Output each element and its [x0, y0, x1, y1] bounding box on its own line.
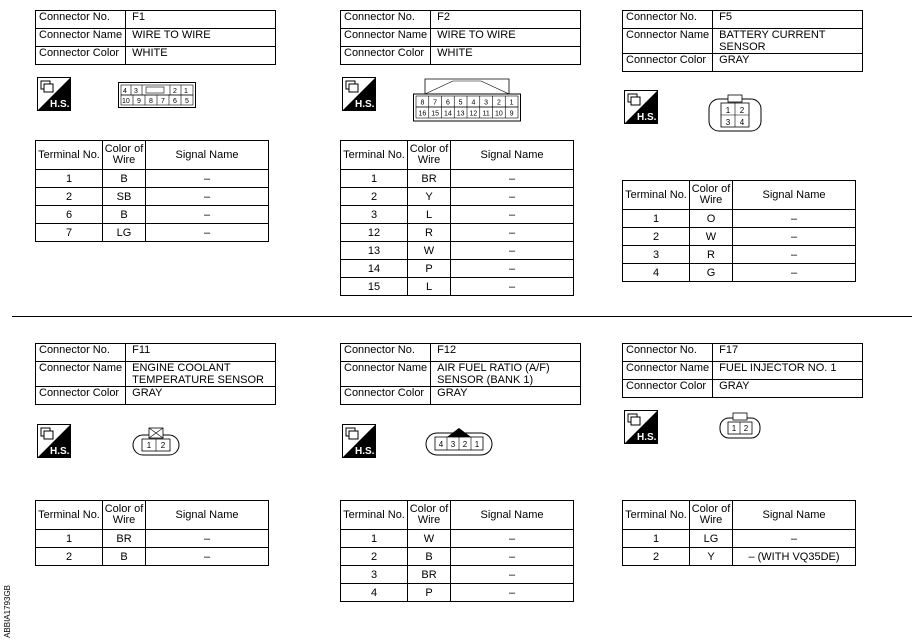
connector-info-f17	[622, 343, 863, 398]
svg-text:1: 1	[474, 440, 480, 449]
svg-text:10: 10	[495, 110, 503, 118]
svg-text:9: 9	[509, 110, 514, 118]
svg-text:16: 16	[418, 110, 427, 118]
connector-face-f2	[413, 76, 521, 122]
connector-info-f1	[35, 10, 276, 65]
connector-color-label: Connector Color	[623, 380, 713, 398]
connector-color-value: WHITE	[431, 47, 581, 65]
table-row: 12 R –	[341, 224, 574, 242]
connector-no-value: F12	[431, 344, 581, 362]
table-row: 7 LG –	[36, 224, 269, 242]
svg-text:9: 9	[137, 98, 141, 105]
svg-text:H.S.: H.S.	[637, 112, 657, 123]
svg-text:4: 4	[438, 440, 444, 449]
svg-text:15: 15	[431, 110, 439, 118]
terminal-no-header: Terminal No.	[36, 141, 103, 170]
connector-name-label: Connector Name	[36, 29, 126, 47]
table-row: 2 B –	[36, 548, 269, 566]
connector-name-label: Connector Name	[623, 362, 713, 380]
svg-text:1: 1	[509, 99, 514, 107]
connector-color-value: WHITE	[126, 47, 276, 65]
wire-color-header: Color of Wire	[690, 181, 733, 210]
terminal-no-header: Terminal No.	[36, 501, 103, 530]
svg-text:14: 14	[444, 110, 452, 118]
table-row: 15 L –	[341, 278, 574, 296]
terminal-table-f11	[35, 500, 269, 566]
svg-text:H.S.: H.S.	[355, 99, 375, 110]
svg-text:6: 6	[445, 99, 450, 107]
connector-face-f17	[719, 412, 761, 440]
svg-text:7: 7	[161, 98, 165, 105]
svg-text:2: 2	[462, 440, 468, 449]
svg-text:4: 4	[471, 99, 476, 107]
terminal-no-header: Terminal No.	[623, 501, 690, 530]
connector-no-value: F17	[713, 344, 863, 362]
table-row: 1 BR –	[36, 530, 269, 548]
connector-color-value: GRAY	[431, 387, 581, 405]
wire-color-header: Color of Wire	[408, 501, 451, 530]
terminal-no-header: Terminal No.	[623, 181, 690, 210]
table-row: 4 P –	[341, 584, 574, 602]
connector-info-f5	[622, 10, 863, 72]
connector-face-f1	[118, 82, 196, 108]
wire-color-header: Color of Wire	[103, 141, 146, 170]
connector-no-value: F2	[431, 11, 581, 29]
table-row: 6 B –	[36, 206, 269, 224]
table-row: 2 W –	[623, 228, 856, 246]
wire-color-header: Color of Wire	[103, 501, 146, 530]
harness-side-icon	[342, 77, 376, 111]
connector-no-value: F11	[126, 344, 276, 362]
table-row: 3 R –	[623, 246, 856, 264]
connector-info-f11	[35, 343, 276, 405]
signal-name-header: Signal Name	[733, 181, 856, 210]
svg-text:H.S.: H.S.	[50, 99, 70, 110]
svg-text:8: 8	[149, 98, 153, 105]
svg-text:2: 2	[160, 441, 166, 450]
svg-text:H.S.: H.S.	[355, 446, 375, 457]
connector-color-label: Connector Color	[36, 387, 126, 405]
terminal-table-f12	[340, 500, 574, 602]
connector-color-value: GRAY	[713, 380, 863, 398]
signal-name-header: Signal Name	[146, 501, 269, 530]
connector-name-value: BATTERY CURRENT SENSOR	[713, 29, 863, 54]
wire-color-header: Color of Wire	[408, 141, 451, 170]
svg-text:4: 4	[739, 118, 745, 127]
svg-text:3: 3	[450, 440, 456, 449]
connector-name-value: FUEL INJECTOR NO. 1	[713, 362, 863, 380]
svg-text:1: 1	[184, 88, 188, 95]
signal-name-header: Signal Name	[146, 141, 269, 170]
connector-name-value: WIRE TO WIRE	[126, 29, 276, 47]
connector-no-label: Connector No.	[341, 344, 431, 362]
connector-name-label: Connector Name	[341, 362, 431, 387]
svg-text:2: 2	[743, 424, 749, 433]
table-row: 1 W –	[341, 530, 574, 548]
svg-text:6: 6	[173, 98, 177, 105]
harness-side-icon	[624, 90, 658, 124]
svg-text:3: 3	[134, 88, 138, 95]
table-row: 1 B –	[36, 170, 269, 188]
connector-color-label: Connector Color	[341, 47, 431, 65]
connector-no-label: Connector No.	[623, 344, 713, 362]
svg-text:3: 3	[484, 99, 489, 107]
connector-no-label: Connector No.	[36, 344, 126, 362]
table-row: 2 Y – (WITH VQ35DE)	[623, 548, 856, 566]
svg-text:5: 5	[458, 99, 463, 107]
table-row: 3 L –	[341, 206, 574, 224]
table-row: 2 SB –	[36, 188, 269, 206]
connector-info-f2	[340, 10, 581, 65]
connector-name-label: Connector Name	[341, 29, 431, 47]
table-row: 1 BR –	[341, 170, 574, 188]
svg-text:13: 13	[456, 110, 465, 118]
table-row: 4 G –	[623, 264, 856, 282]
figure-code: ABBIA1793GB	[3, 585, 12, 638]
terminal-table-f1	[35, 140, 269, 242]
svg-text:2: 2	[173, 88, 177, 95]
table-row: 14 P –	[341, 260, 574, 278]
svg-text:1: 1	[725, 106, 731, 115]
connector-name-value: WIRE TO WIRE	[431, 29, 581, 47]
harness-side-icon	[342, 424, 376, 458]
svg-text:8: 8	[420, 99, 425, 107]
svg-text:12: 12	[469, 110, 478, 118]
connector-face-f12	[425, 425, 493, 457]
harness-side-icon	[37, 77, 71, 111]
connector-face-f11	[132, 427, 180, 457]
svg-text:2: 2	[496, 99, 501, 107]
table-row: 1 LG –	[623, 530, 856, 548]
table-row: 1 O –	[623, 210, 856, 228]
connector-name-label: Connector Name	[36, 362, 126, 387]
connector-info-f12	[340, 343, 581, 405]
table-row: 2 Y –	[341, 188, 574, 206]
connector-color-label: Connector Color	[623, 54, 713, 72]
connector-color-label: Connector Color	[341, 387, 431, 405]
terminal-table-f5	[622, 180, 856, 282]
terminal-table-f17	[622, 500, 856, 566]
connector-no-label: Connector No.	[623, 11, 713, 29]
svg-text:5: 5	[185, 98, 189, 105]
connector-color-value: GRAY	[713, 54, 863, 72]
connector-color-value: GRAY	[126, 387, 276, 405]
terminal-no-header: Terminal No.	[341, 501, 408, 530]
terminal-table-f2	[340, 140, 574, 296]
signal-name-header: Signal Name	[451, 501, 574, 530]
connector-no-value: F1	[126, 11, 276, 29]
connector-no-label: Connector No.	[36, 11, 126, 29]
svg-text:1: 1	[146, 441, 152, 450]
connector-name-label: Connector Name	[623, 29, 713, 54]
svg-text:H.S.: H.S.	[50, 446, 70, 457]
harness-side-icon	[624, 410, 658, 444]
connector-name-value: AIR FUEL RATIO (A/F) SENSOR (BANK 1)	[431, 362, 581, 387]
table-row: 3 BR –	[341, 566, 574, 584]
signal-name-header: Signal Name	[733, 501, 856, 530]
svg-text:7: 7	[433, 99, 438, 107]
connector-name-value: ENGINE COOLANT TEMPERATURE SENSOR	[126, 362, 276, 387]
svg-text:3: 3	[725, 118, 731, 127]
signal-name-header: Signal Name	[451, 141, 574, 170]
connector-no-label: Connector No.	[341, 11, 431, 29]
wire-color-header: Color of Wire	[690, 501, 733, 530]
section-divider	[12, 316, 912, 317]
terminal-no-header: Terminal No.	[341, 141, 408, 170]
svg-text:1: 1	[731, 424, 737, 433]
connector-face-f5	[708, 94, 762, 132]
table-row: 13 W –	[341, 242, 574, 260]
svg-text:2: 2	[739, 106, 745, 115]
svg-text:H.S.: H.S.	[637, 432, 657, 443]
svg-text:11: 11	[482, 110, 490, 118]
svg-text:10: 10	[122, 98, 130, 105]
table-row: 2 B –	[341, 548, 574, 566]
svg-text:4: 4	[123, 88, 127, 95]
connector-color-label: Connector Color	[36, 47, 126, 65]
connector-no-value: F5	[713, 11, 863, 29]
harness-side-icon	[37, 424, 71, 458]
